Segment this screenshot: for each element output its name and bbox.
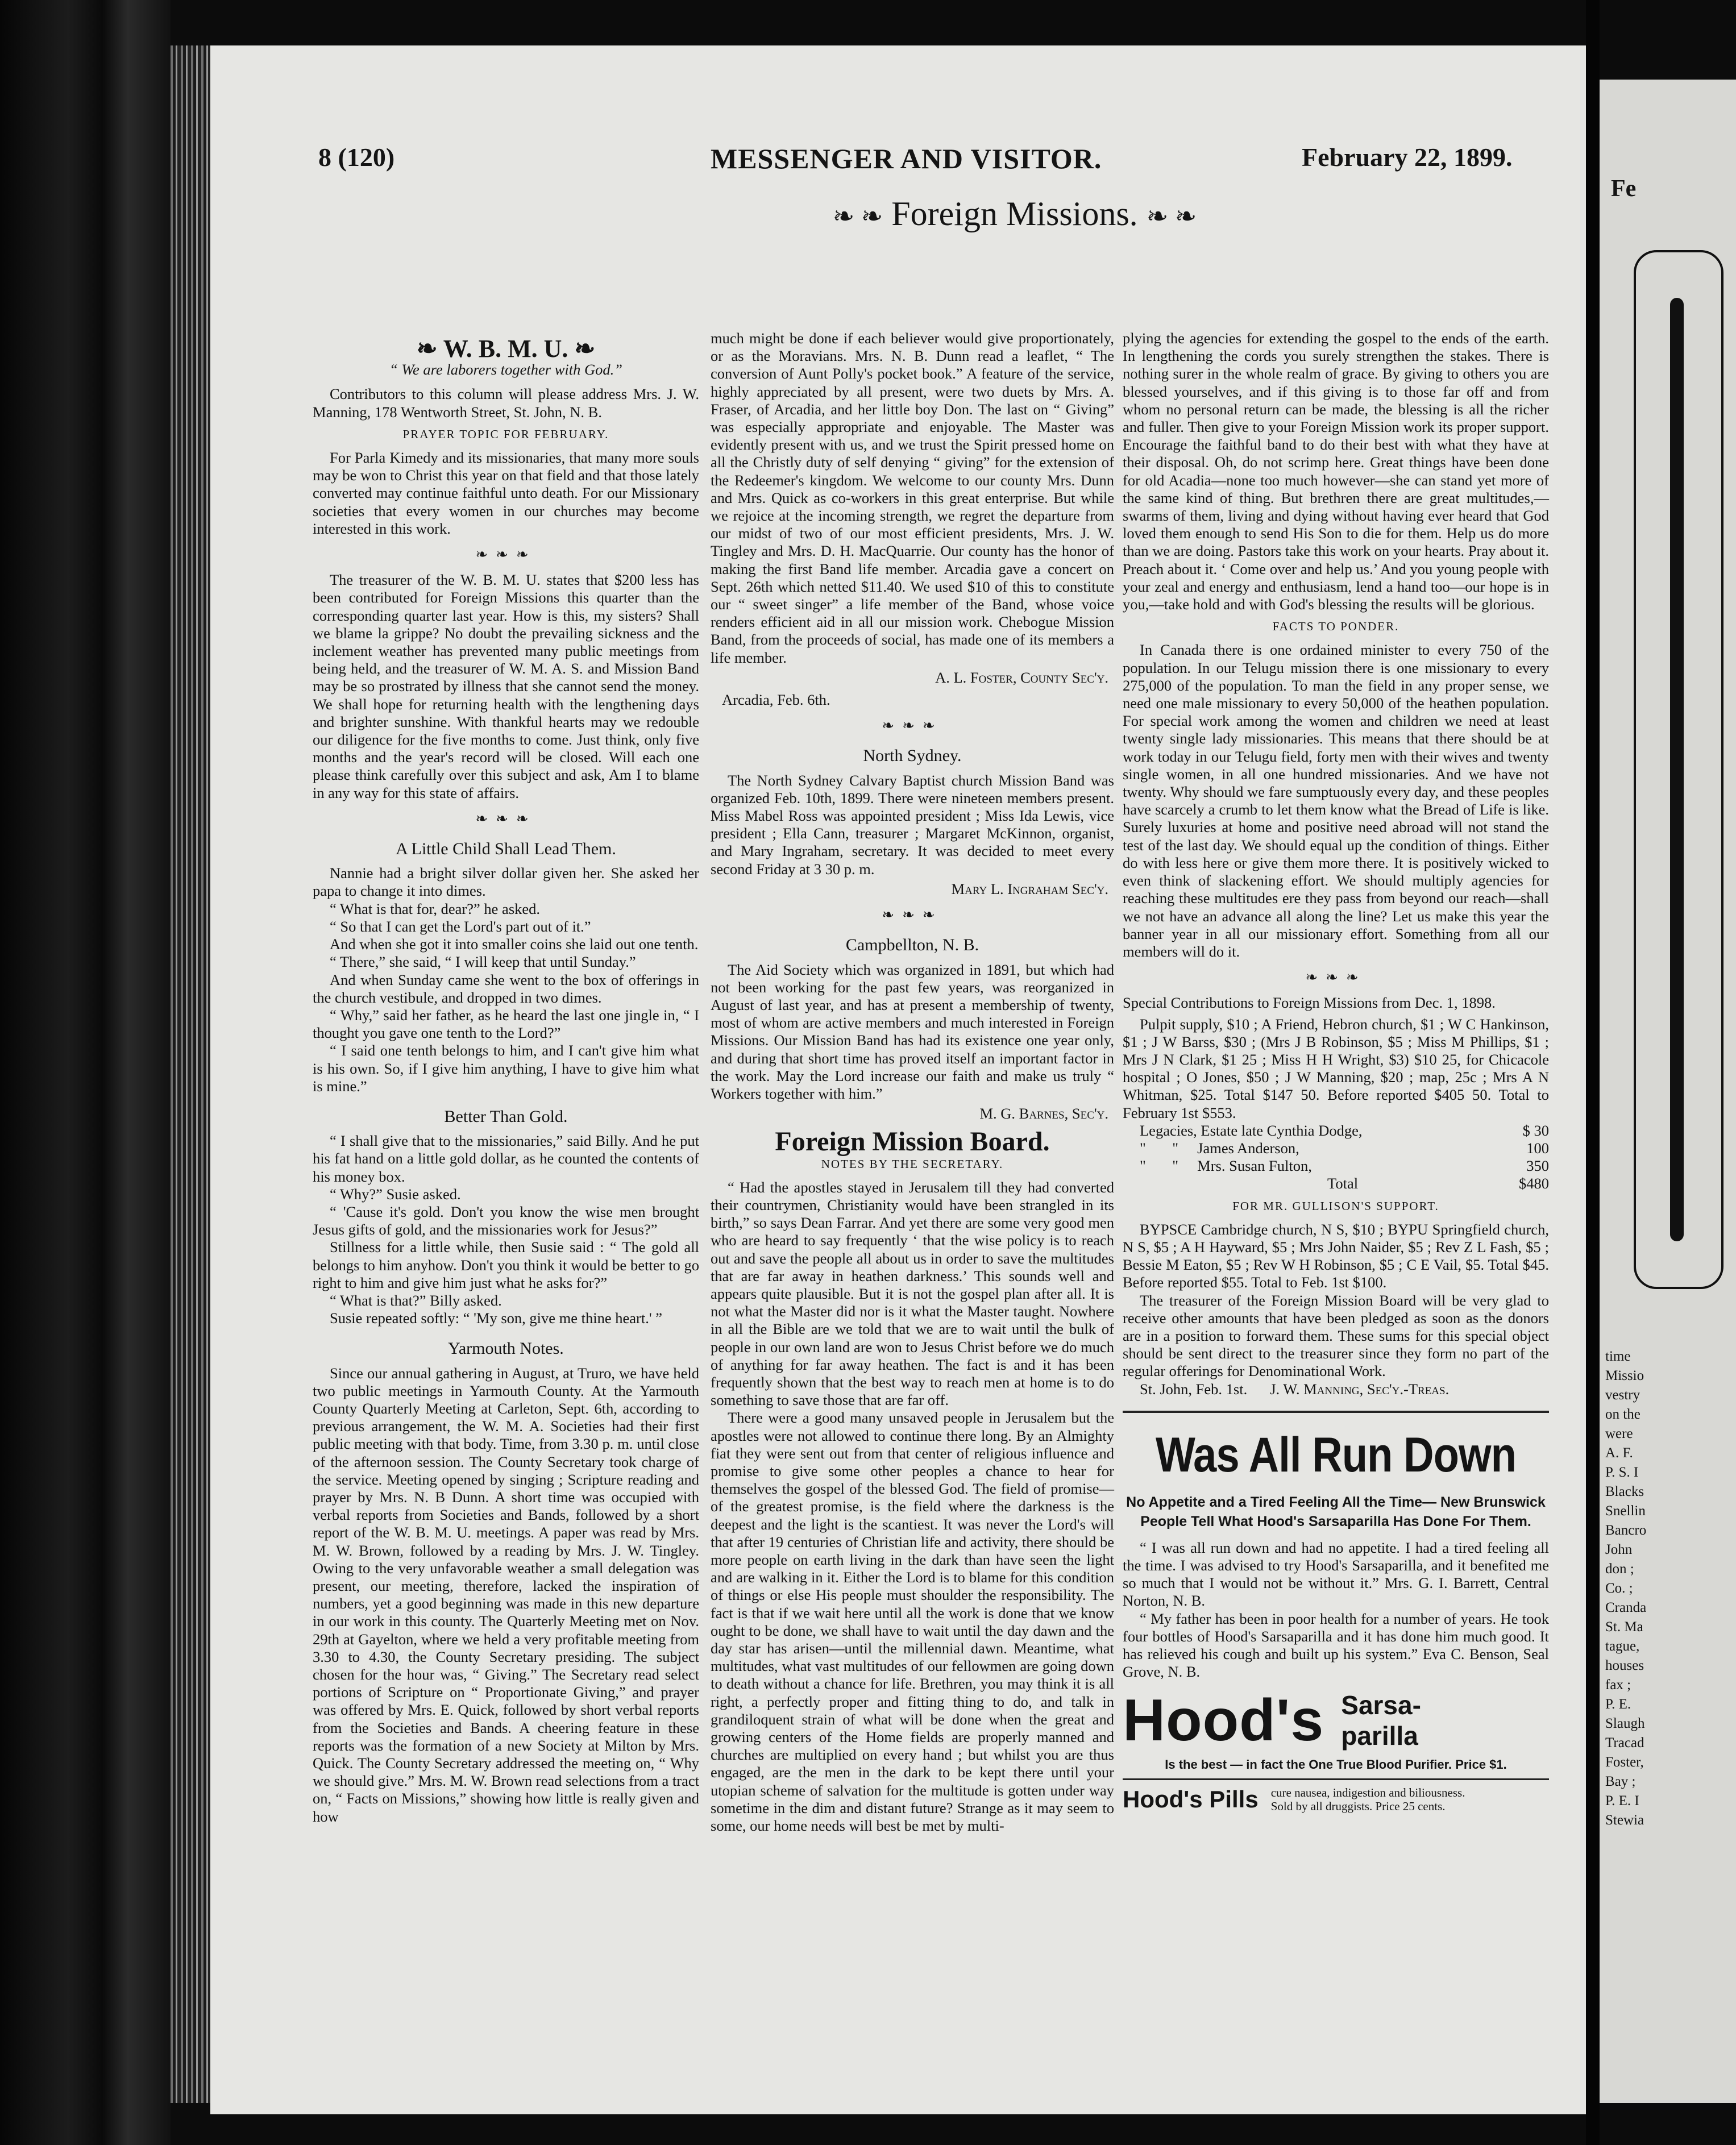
adjacent-page-line: fax ; [1605, 1677, 1631, 1693]
pills-description: cure nausea, indigestion and biliousness. Sold by all druggists. Price 25 cents. [1270, 1785, 1465, 1813]
prayer-topic-heading: PRAYER TOPIC FOR FEBRUARY. [402, 427, 609, 441]
adjacent-page [1600, 80, 1736, 2103]
column-3 [1123, 330, 1549, 1813]
prayer-topic-text: For Parla Kimedy and its missionaries, that many more souls may be won to Christ this year on that field and that those lately converted may continue faithful unto death. For our Missionary societies that every women in our churches may become interested in this work. [313, 449, 699, 537]
adjacent-page-line: Bay ; [1605, 1774, 1636, 1789]
ad-headline: Was All Run Down [1155, 1427, 1517, 1482]
paragraph: The Aid Society which was organized in 1891, but which had not been working for the past few years, was reorganized in August of last year, and has at present a membership of twenty, most of whom are active members and much interested in Foreign Missions. Our Mission Band has had its existence one year only, and during that short time has proved itself an important factor in the work. May the Lord increase our faith and make us truly “ Workers together with him.” [711, 961, 1114, 1102]
paragraph: The North Sydney Calvary Baptist church Mission Band was organized Feb. 10th, 1899. There were nineteen members present. Miss Mabel Ross was appointed president ; Miss Ida Lewis, vice president ; Ella Cann, treasurer ; Margaret McKinnon, organist, and Mary Ingraham, secretary. It was decided to meet every second Friday at 3 30 p. m. [711, 771, 1114, 878]
adjacent-page-line: Missio [1605, 1368, 1644, 1383]
pills-name: Hood's Pills [1123, 1786, 1259, 1813]
gullison-heading: FOR MR. GULLISON'S SUPPORT. [1232, 1199, 1439, 1213]
book-binding [0, 0, 171, 2145]
ornament-icon: ❧ ❧ [832, 202, 883, 231]
adjacent-page-line: Tracad [1605, 1735, 1644, 1751]
article-title: Yarmouth Notes. [448, 1339, 564, 1358]
paragraph: Stillness for a little while, then Susie said : “ The gold all belongs to him anyhow. Don't you think it would be better to go right to him and give him just what he asks for?” [313, 1238, 699, 1291]
page-number: 8 (120) [318, 143, 395, 172]
paragraph: “ What is that for, dear?” he asked. [330, 900, 541, 917]
wbmu-title: ❧ W. B. M. U. ❧ [416, 335, 596, 363]
section-divider: ❧❧❧ [475, 546, 537, 563]
article-title: North Sydney. [863, 746, 962, 766]
adjacent-page-line: tague, [1605, 1639, 1640, 1654]
paragraph: “ So that I can get the Lord's part out of it.” [330, 917, 591, 935]
legacy-row: " " Mrs. Susan Fulton, 350 [1140, 1157, 1549, 1175]
paragraph: Since our annual gathering in August, at Truro, we have held two public meetings in Yarmouth County. At the Yarmouth County Quarterly Meeting at Carleton, Sept. 6th, according to previous arrangement, the W. M. A. Societies had their first public meeting with that body. Time, from 3.30 p. m. until close of the afternoon session. The County Secretary took charge of the service. Meeting opened by singing ; Scripture reading and prayer by Mrs. N. B Dunn. A short time was occupied with verbal reports from Societies and Bands, followed by a short report of the W. B. M. U. meetings. A paper was read by Mrs. M. W. Brown, followed by a reading by Mrs. J. W. Tingley. Owing to the very unfavorable weather a small delegation was present, our meeting, therefore, lacked the inspiration of numbers, yet a good beginning was made in this new departure in our work in this county. The Quarterly Meeting met on Nov. 29th at Gayelton, where we held a very profitable meeting from 3.30 to 4.30, the County Secretary presiding. The subject chosen for the hour was, “ Giving.” The Secretary read select portions of Scripture on “ Proportionate Giving,” and prayer was offered by Mrs. E. Quick, followed by short verbal reports from the Societies and Bands. A cheering feature in these reports was the formation of a new Society at Milton by Mrs. Quick. The County Secretary addressed the meeting on, “ Why we should give.” Mrs. M. W. Brown read selections from a tract on, “ Facts on Missions,” showing how little is really given and how [313, 1364, 699, 1825]
adjacent-page-line: Stewia [1605, 1813, 1644, 1828]
adjacent-page-text [1605, 1347, 1646, 1830]
special-contributions-heading: Special Contributions to Foreign Missions from Dec. 1, 1898. [1123, 994, 1496, 1012]
ad-brand [1123, 1687, 1549, 1753]
paragraph: “ 'Cause it's gold. Don't you know the wise men brought Jesus gifts of gold, and the missionaries work for Jesus?” [313, 1203, 699, 1238]
treasurer-paragraph: The treasurer of the W. B. M. U. states that $200 less has been contributed for Foreign Missions this quarter than the corresponding quarter last year. How is this, my sisters? Shall we blame la grippe? No doubt the prevailing sickness and the inclement weather has prevented many public meetings from being held, and the treasurer of W. M. A. S. and Mission Band may be so prostrated by illness that she cannot send the money. We shall hope for returning health with the lengthening days and brighter sunshine. With thankful hearts may we redouble our diligence for the five months to come. Just think, only five months and the year's record will be closed. Will each one please think carefully over this subject and ask, Am I to blame in any way for this state of affairs. [313, 571, 699, 801]
adjacent-page-line: Foster, [1605, 1755, 1644, 1770]
adjacent-page-line: Snellin [1605, 1503, 1646, 1519]
legacy-row: " " James Anderson, 100 [1140, 1139, 1549, 1157]
decorative-border [1634, 250, 1723, 1289]
ornament-icon: ❧ [574, 335, 596, 363]
paragraph: And when Sunday came she went to the box of offerings in the church vestibule, and dropped in two dimes. [313, 971, 699, 1006]
adjacent-page-line: A. F. [1605, 1445, 1633, 1461]
adjacent-page-header: Fe [1611, 176, 1637, 202]
adjacent-page-line: P. E. [1605, 1697, 1631, 1712]
adjacent-page-line: John [1605, 1542, 1633, 1557]
paragraph: “ What is that?” Billy asked. [330, 1291, 502, 1309]
masthead: MESSENGER AND VISITOR. [711, 143, 1102, 174]
newspaper-page [210, 45, 1586, 2114]
paragraph: Nannie had a bright silver dollar given her. She asked her papa to change it into dimes. [313, 864, 699, 900]
section-title [696, 194, 1333, 234]
paragraph: In Canada there is one ordained minister to every 750 of the population. In our Telugu mission there is one missionary to every 275,000 of the population. To man the field in any proper sense, we need one male missionary to every 50,000 of the heathen population. For special work among the women and children we need at least twenty single lady missionaries. This means that there should be at work today in our Telugu field, forty men with their wives and twenty single women, in all one hundred missionaries. And we have not twenty. Why should we fare sumptuously every day, and these peoples have scarcely a crumb to let them know what the Bread of Life is like. Surely luxuries at home and positive need abroad will not stand the test of the last day. We should equal up the condition of things. Either do with less here or give them more there. It is positively wicked to even think of slackening effort. We should multiply agencies for reaching these multitudes ere they pass from beyond our reach—shall we not have an advance all along the line? Let us make this year the banner year in all our missionary effort. Something from all our members will do it. [1123, 641, 1549, 960]
brand-name: Hood's [1123, 1687, 1324, 1753]
page-gutter [1586, 0, 1600, 2145]
paragraph: “ There,” she said, “ I will keep that until Sunday.” [330, 953, 636, 971]
section-divider: ❧❧❧ [475, 810, 537, 827]
adjacent-page-line: P. S. I [1605, 1465, 1639, 1480]
adjacent-page-line: Bancro [1605, 1523, 1647, 1538]
paragraph: And when she got it into smaller coins she laid out one tenth. [330, 936, 699, 953]
section-divider: ❧❧❧ [1305, 969, 1367, 986]
pills-ad [1123, 1778, 1549, 1813]
paragraph: “ I said one tenth belongs to him, and I can't give him what is his own. So, if I give him anything, I have to give him what is mine.” [313, 1042, 699, 1095]
contributions-list: BYPSCE Cambridge church, N S, $10 ; BYPU Springfield church, N S, $5 ; A H Hayward, $5 ; Mrs John Naider, $5 ; Rev Z L Fash, $5 ; Bessie M Eaton, $5 ; Rev W H Robinson, $5 ; C E Vail, $5. Total $45. Before reported $55. Total to Feb. 1st $100. [1123, 1220, 1549, 1291]
legacy-row: Legacies, Estate late Cynthia Dodge, $ 30 [1140, 1121, 1549, 1139]
paragraph: “ I shall give that to the missionaries,” said Billy. And he put his fat hand on a little gold dollar, as he counted the contents of his money box. [313, 1132, 699, 1185]
signature: A. L. Foster, County Sec'y. [935, 668, 1108, 686]
facts-heading: FACTS TO PONDER. [1272, 620, 1399, 634]
ornament-icon: ❧ [416, 335, 438, 363]
brand-subtitle: Sarsa- parilla [1341, 1690, 1421, 1751]
ad-tagline: Is the best — in fact the One True Blood Purifier. Price $1. [1165, 1757, 1507, 1772]
dateline: Arcadia, Feb. 6th. [722, 691, 830, 709]
wbmu-motto: “ We are laborers together with God.” [389, 361, 623, 379]
signature: Mary L. Ingraham Sec'y. [951, 880, 1108, 897]
adjacent-page-line: don ; [1605, 1561, 1634, 1577]
adjacent-page-line: St. Ma [1605, 1619, 1643, 1635]
paragraph: much might be done if each believer would give proportionately, or as the Moravians. Mrs. N. B. Dunn read a leaflet, “ The conversion of Aunt Polly's pocket book.” A feature of the service, highly appreciated by all present, were two duets by Mrs. A. Fraser, of Arcadia, and her little boy Don. The last on “ Giving” was especially appropriate and enjoyable. The Master was evidently present with us, and we trust the Spirit pressed home on all the Christly duty of self denying “ giving” for the extension of the Redeemer's kingdom. We welcome to our county Mrs. Dunn and Mrs. Quick as co-workers in this great enterprise. But while we rejoice at the incoming strength, we regret the departure from our midst of two of our most efficient presidents, Mrs. J. W. Tingley and Mrs. D. H. MacQuarrie. Our county has the honor of making the first Band life member. Arcadia gave a concert on Sept. 26th which netted $11.40. We used $10 of this to constitute our “ sweet singer” a life member of the Band, whose voice renders efficient aid in all our mission work. Chebogue Mission Band, from the proceeds of social, has made one of its members a life member. [711, 330, 1114, 666]
adjacent-page-line: were [1605, 1426, 1633, 1441]
article-title: Foreign Mission Board. [775, 1126, 1050, 1157]
adjacent-page-line: Blacks [1605, 1484, 1644, 1499]
adjacent-page-line: houses [1605, 1658, 1644, 1673]
testimonial: “ My father has been in poor health for a number of years. He took four bottles of Hood's Sarsaparilla and it has done him much good. It has relieved his cough and built up his system.” Eva C. Benson, Seal Grove, N. B. [1123, 1610, 1549, 1681]
ornament-icon: ❧ ❧ [1146, 202, 1197, 231]
adjacent-page-line: vestry [1605, 1387, 1641, 1403]
issue-date: February 22, 1899. [1302, 143, 1513, 172]
page-edges [171, 45, 210, 2103]
closing-line: St. John, Feb. 1st. J. W. Manning, Sec'y.-Treas. [1140, 1380, 1450, 1398]
article-title: Campbellton, N. B. [845, 936, 979, 955]
total-row: Total $480 [1327, 1175, 1549, 1192]
adjacent-page-line: Slaugh [1605, 1716, 1645, 1731]
adjacent-page-line: P. E. I [1605, 1793, 1639, 1809]
testimonial: “ I was all run down and had no appetite. I had a tired feeling all the time. I was advised to try Hood's Sarsaparilla, and it benefited me so much that I would not be without it.” Mrs. G. I. Barrett, Central Norton, N. B. [1123, 1539, 1549, 1610]
paragraph: Susie repeated softly: “ 'My son, give me thine heart.' ” [330, 1310, 663, 1327]
section-title-text: Foreign Missions. [891, 195, 1138, 232]
paragraph: “ Why?” Susie asked. [330, 1185, 461, 1203]
adjacent-page-line: time [1605, 1349, 1631, 1364]
article-title: Better Than Gold. [444, 1107, 568, 1126]
contributors-note: Contributors to this column will please address Mrs. J. W. Manning, 178 Wentworth Street, St. John, N. B. [313, 385, 699, 421]
hoods-advertisement [1123, 1411, 1549, 1813]
adjacent-page-line: Cranda [1605, 1600, 1647, 1615]
paragraph: The treasurer of the Foreign Mission Board will be very glad to receive other amounts that have been pledged as soon as the donors are in a position to forward them. These sums for this special object should be sent direct to the treasurer since they form no part of the regular offerings for Denominational Work. [1123, 1291, 1549, 1380]
article-subtitle: NOTES BY THE SECRETARY. [821, 1157, 1004, 1171]
paragraph: There were a good many unsaved people in Jerusalem but the apostles were not allowed to continue there long. By an Almighty fiat they were sent out from that center of religious influence and promise to give some other peoples a chance to hear for themselves the gospel of the blessed God. The field of promise—of the greatest promise, is the field where the darkness is the deepest and the light is the scantiest. It was never the Lord's will that after 19 centuries of Christian life and activity, there should be more people on earth living in the dark than have seen the light and are walking in it. Either the Lord is to blame for this condition of things or else His people must shoulder the responsibility. The fact is that if we wait here until all the work is done that we know ought to be done, we shall have to wait until the day dawn and the day star has arisen—until the millennial dawn. Meantime, what multitudes, what vast multitudes of our fellowmen are going down to death without a chance for life. Brethren, you may think it is all right, a perfectly proper and fitting thing to do, and talk in grandiloquent strain of what will be done when the great and growing centers of the Home fields are properly manned and churches are multiplied on every hand ; but whilst you are thus engaged, are the men in the dark to be kept there until your utopian scheme of salvation for the multitude is gotten under way sometime in the dim and distant future? Strange as it may seem to some, our home needs will best be met by multi- [711, 1409, 1114, 1835]
ad-deck: No Appetite and a Tired Feeling All the Time— New Brunswick People Tell What Hood's Sarsaparilla Has Done For Them. [1126, 1494, 1546, 1529]
section-divider: ❧❧❧ [882, 907, 943, 924]
signature: M. G. Barnes, Sec'y. [979, 1105, 1108, 1123]
paragraph: “ Had the apostles stayed in Jerusalem till they had converted their countrymen, Christianity would have been strangled in its birth,” so says Dean Farrar. And yet there are some very good men who are heard to say frequently ‘ that the wise policy is to reach out and save the people all about us in order to save the multitudes that are far away in heathen darkness.’ This sounds well and appears quite plausible. But it is not the gospel plan after all. It is not what the Master did nor is it what the Master taught. Nowhere in all the Bible are we told that we are to wait until the bulk of people in our own land are won to Jesus Christ before we do much of anything for far away heathen. The fact is and it has been frequently shown that the best way to reach men at home is to do something to save those that are far off. [711, 1178, 1114, 1409]
adjacent-page-line: Co. ; [1605, 1581, 1633, 1596]
column-2 [711, 330, 1114, 1835]
contributions-list: Pulpit supply, $10 ; A Friend, Hebron church, $1 ; W C Hankinson, $1 ; J W Barss, $30 ; (Mrs J B Robinson, $5 ; Miss M Phillips, $1 ; Mrs J N Clark, $1 25 ; Miss H H Wright, $3) $10 25, for Chicacole hospital ; O Jones, $50 ; J W Manning, $20 ; map, 25c ; Mrs A N Whitman, $25. Total $147 50. Before reported $405 50. Total to February 1st $553. [1123, 1015, 1549, 1121]
article-title: A Little Child Shall Lead Them. [396, 839, 616, 859]
paragraph: “ Why,” said her father, as he heard the last one jingle in, “ I thought you gave one tenth to the Lord?” [313, 1006, 699, 1042]
adjacent-page-line: on the [1605, 1407, 1641, 1422]
paragraph: plying the agencies for extending the gospel to the ends of the earth. In lengthening the cords you surely strengthen the stakes. There is nothing surer in the whole realm of grace. By giving to others you are blessed yourselves, and if this giving is to those far off and from whom no personal return can be made, the blessing is all the richer and fuller. Then give to your Foreign Mission work its proper support. Encourage the faithful band to do their best with what they have at their disposal. Oh, do not scrimp here. Great things have been done for old Acadia—none too much however—she can stand yet more of the same kind of thing. But brethren there are great multitudes,—swarms of them, living and dying without having ever heard that God loved them enough to send His Son to die for them. Help us do more than we are doing. Pastors take this work on your hearts. Pray about it. Preach about it. ‘ Come over and help us.’ And you young people with your zeal and energy and enthusiasm, lend a hand too—our hope is in you,—take hold and with God's blessing the results will be glorious. [1123, 330, 1549, 613]
section-divider: ❧❧❧ [882, 717, 943, 734]
column-1 [313, 330, 699, 1826]
